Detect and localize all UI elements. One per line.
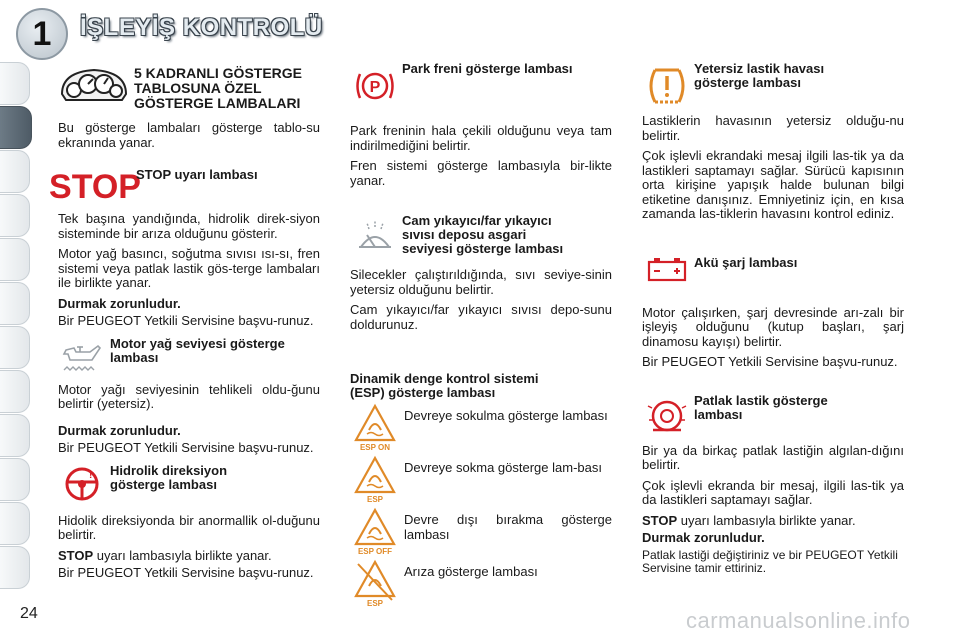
page-title: İŞLEYİŞ KONTROLÜ [80, 14, 323, 41]
esp-item [350, 560, 612, 608]
paragraph: Bir PEUGEOT Yetkili Servisine başvu-runuz. [642, 354, 898, 369]
chapter-tab[interactable] [0, 546, 30, 589]
paragraph-bold: Durmak zorunludur. [58, 422, 181, 438]
battery-icon [642, 252, 692, 286]
section-title: seviyesi gösterge lambası [402, 241, 564, 256]
paragraph: Lastiklerin havasının yetersiz olduğu-nu belirtir. [642, 113, 904, 143]
flat-tyre-icon [642, 394, 692, 438]
paragraph: Motor çalışırken, şarj devresinde arı-zalı bir işleyiş olduğunu (kutup başları, şarj dinamosu kayışı) belirtir. [642, 304, 904, 349]
paragraph-bold: Durmak zorunludur. [58, 295, 181, 311]
section-washer [350, 214, 612, 258]
page-number: 24 [20, 605, 38, 622]
parking-brake-icon [350, 62, 400, 110]
paragraph: Çok işlevli ekranda bir mesaj, ilgili las-tik ya da lastikleri saptamayı sağlar. [642, 477, 904, 507]
section-title-line: Dinamik denge kontrol sistemi [350, 371, 539, 386]
paragraph: Bir PEUGEOT Yetkili Servisine başvu-runuz. [58, 440, 314, 455]
paragraph-tail: uyarı lambasıyla birlikte yanar. [677, 512, 856, 528]
esp-label: Devre dışı bırakma gösterge lambası [404, 512, 612, 542]
column-left [49, 62, 320, 587]
chapter-tab[interactable] [0, 282, 30, 325]
section-title: gösterge lambası [110, 476, 217, 492]
esp-item [350, 508, 612, 556]
chapter-tab[interactable] [0, 326, 30, 369]
esp-fault-icon [350, 560, 400, 608]
section-title: Yetersiz lastik havası [694, 61, 825, 76]
paragraph-bold: Durmak zorunludur. [642, 530, 765, 545]
esp-on-icon [350, 404, 400, 452]
section-title: GÖSTERGE LAMBALARI [134, 95, 301, 111]
section-title: Patlak lastik gösterge [694, 392, 828, 408]
column-right [642, 62, 904, 581]
paragraph: Fren sistemi gösterge lambasıyla bir-likte yanar. [350, 158, 612, 188]
section-hydraulic [58, 462, 320, 506]
esp-label: Devreye sokma gösterge lam-bası [404, 460, 602, 475]
paragraph: Hidolik direksiyonda bir anormallik ol-duğunu belirtir. [58, 512, 320, 542]
section-title: STOP uyarı lambası [136, 167, 258, 182]
chapter-tabs [0, 62, 32, 590]
paragraph-tail: uyarı lambasıyla birlikte yanar. [93, 547, 272, 563]
paragraph: Tek başına yandığında, hidrolik direk-siyon sisteminde bir arıza olduğunu gösterir. [58, 211, 320, 241]
chapter-tab[interactable] [0, 414, 30, 457]
section-title: gösterge lambası [694, 75, 801, 90]
chapter-tab[interactable] [0, 502, 30, 545]
esp-off-icon [350, 508, 400, 556]
paragraph: Park freninin hala çekili olduğunu veya tam indirilmediğini belirtir. [350, 123, 612, 153]
stop-icon-text: STOP [49, 168, 141, 206]
esp-label: Devreye sokulma gösterge lambası [404, 408, 608, 423]
paragraph: Bir PEUGEOT Yetkili Servisine başvu-runuz. [58, 565, 314, 580]
watermark: carmanualsonline.info [686, 608, 911, 633]
steering-wheel-warning-icon [58, 462, 106, 506]
esp-item [350, 404, 612, 452]
section-title: sıvısı deposu asgari [402, 227, 527, 242]
paragraph: Bu gösterge lambaları gösterge tablo-su ekranında yanar. [58, 120, 320, 150]
oil-can-icon [58, 335, 106, 377]
svg-text:!: ! [89, 469, 93, 481]
paragraph: Silecekler çalıştırıldığında, sıvı seviye-sinin yetersiz olduğunu belirtir. [350, 267, 612, 297]
section-battery [642, 252, 904, 286]
chapter-tab[interactable] [0, 194, 30, 237]
section-dashboard [58, 62, 320, 111]
chapter-tab[interactable] [0, 238, 30, 281]
svg-text:P: P [369, 79, 381, 96]
section-title: Hidrolik direksiyon [110, 462, 228, 478]
section-title [350, 372, 612, 400]
chapter-tab[interactable] [0, 370, 30, 413]
esp-badge: ESP OFF [357, 547, 393, 556]
paragraph: Bir PEUGEOT Yetkili Servisine başvu-runuz. [58, 313, 314, 328]
section-title-line: (ESP) gösterge lambası [350, 385, 496, 400]
chapter-tab-active[interactable] [0, 106, 32, 149]
paragraph: Bir ya da birkaç patlak lastiğin algılan-dığını belirtir. [642, 442, 904, 472]
section-parking-brake [350, 62, 612, 110]
paragraph [58, 549, 320, 564]
chapter-tab[interactable] [0, 150, 30, 193]
esp-badge: ESP [366, 599, 384, 608]
section-tyre-pressure [642, 62, 904, 110]
chapter-tab[interactable] [0, 62, 30, 105]
section-title: TABLOSUNA ÖZEL [134, 80, 262, 96]
paragraph: Motor yağ basıncı, soğutma sıvısı ısı-sı, fren sistemi veya patlak lastik gös-terge lambaları ile birlikte yanar. [58, 246, 320, 290]
paragraph: Patlak lastiği değiştiriniz ve bir PEUGEOT Yetkili Servisine tamir ettiriniz. [642, 547, 898, 575]
column-middle [350, 62, 612, 612]
stop-word: STOP [642, 512, 678, 528]
section-title: lambası [694, 406, 743, 422]
section-title: Cam yıkayıcı/far yıkayıcı [402, 213, 552, 228]
washer-fluid-icon [350, 214, 400, 258]
stop-warning-icon [49, 164, 141, 206]
tyre-pressure-icon [642, 62, 692, 110]
paragraph: Motor yağı seviyesinin tehlikeli oldu-ğunu belirtir (yetersiz). [58, 381, 320, 411]
section-title: 5 KADRANLI GÖSTERGE [134, 65, 303, 81]
section-title: Park freni gösterge lambası [402, 61, 573, 76]
esp-badge: ESP [366, 495, 384, 504]
chapter-number: 1 [32, 14, 52, 53]
section-oil [58, 335, 320, 377]
section-flat-tyre [642, 394, 904, 438]
section-stop [49, 164, 320, 206]
esp-active-icon [350, 456, 400, 504]
esp-badge: ESP ON [359, 443, 391, 452]
chapter-tab[interactable] [0, 458, 30, 501]
paragraph [642, 514, 904, 529]
esp-label: Arıza gösterge lambası [404, 564, 538, 579]
section-title: Motor yağ seviyesi gösterge lambası [110, 335, 285, 365]
dashboard-dials-icon [58, 62, 130, 106]
chapter-badge [16, 8, 68, 60]
paragraph: Çok işlevli ekrandaki mesaj ilgili las-tik ya da lastikleri saptamayı sağlar. Sürücü kapısının orta kirişine yapışık halde bulunan bilgi etiketine danışınız. Emniyetiniz için, en kısa zamanda las-tiklerin havasını kontrol ediniz. [642, 148, 904, 221]
stop-word: STOP [58, 547, 94, 563]
paragraph: Cam yıkayıcı/far yıkayıcı sıvısı depo-sunu doldurunuz. [350, 302, 612, 332]
section-title: Akü şarj lambası [694, 254, 798, 270]
esp-item [350, 456, 612, 504]
